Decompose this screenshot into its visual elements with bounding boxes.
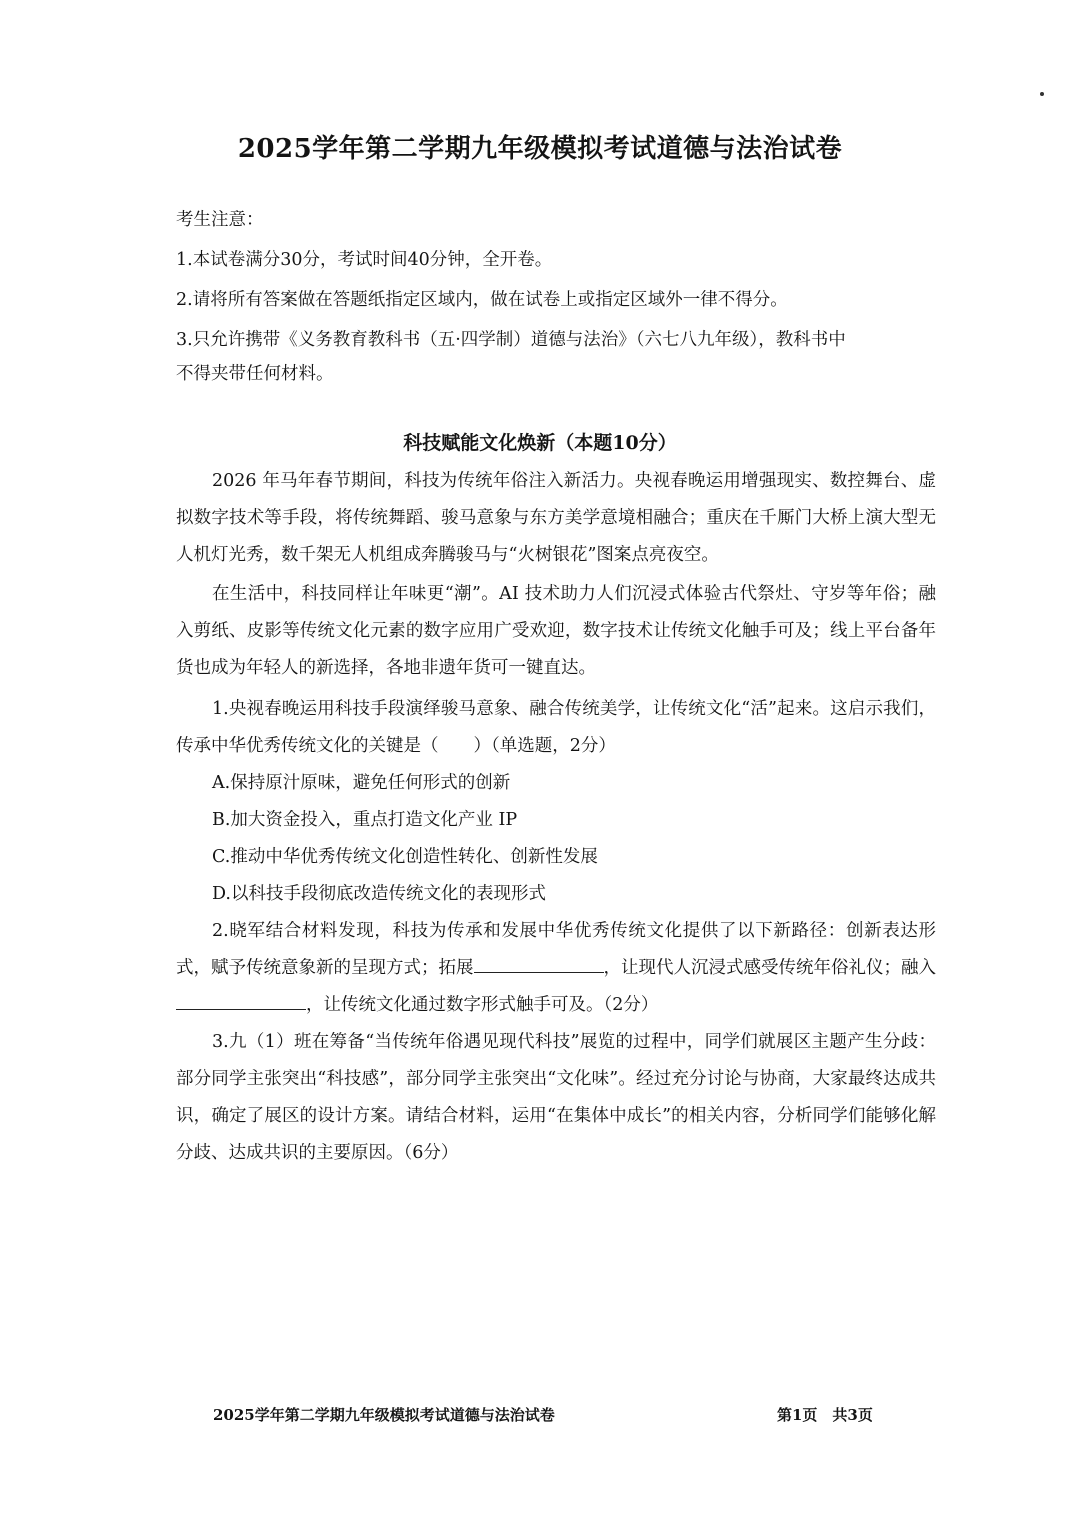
question-2-part-1: 2.晓军结合材料发现，科技为传承和发展中华优秀传统文化提供了以下新路径：创新表达形式，赋予传统意象新的呈现方式；拓展	[176, 921, 936, 978]
question-1-option-d: D.以科技手段彻底改造传统文化的表现形式	[212, 884, 546, 904]
question-1-option-c: C.推动中华优秀传统文化创造性转化、创新性发展	[212, 847, 598, 867]
answer-blank-2[interactable]	[176, 993, 306, 1010]
notice-heading: 考生注意：	[176, 210, 264, 230]
question-2-part-3: ，让传统文化通过数字形式触手可及。（2分）	[306, 995, 659, 1015]
question-1-option-b: B.加大资金投入，重点打造文化产业 IP	[212, 810, 518, 830]
material-paragraph-1: 2026 年马年春节期间，科技为传统年俗注入新活力。央视春晚运用增强现实、数控舞台、虚拟数字技术等手段，将传统舞蹈、骏马意象与东方美学意境相融合；重庆在千厮门大桥上演大型无人机灯光秀，数千架无人机组成奔腾骏马与“火树银花”图案点亮夜空。	[176, 471, 936, 565]
notice-item-1: 1.本试卷满分30分，考试时间40分钟，全开卷。	[176, 250, 553, 270]
section-title: 科技赋能文化焕新（本题10分）	[403, 432, 677, 454]
question-2-part-2: ，让现代人沉浸式感受传统年俗礼仪；融入	[603, 958, 936, 978]
material-paragraph-2: 在生活中，科技同样让年味更“潮”。AI 技术助力人们沉浸式体验古代祭灶、守岁等年俗；融入剪纸、皮影等传统文化元素的数字应用广受欢迎，数字技术让传统文化触手可及；线上平台备年货也成为年轻人的新选择，各地非遗年货可一键直达。	[176, 584, 936, 678]
question-3-stem: 3.九（1）班在筹备“当传统年俗遇见现代科技”展览的过程中，同学们就展区主题产生分歧：部分同学主张突出“科技感”，部分同学主张突出“文化味”。经过充分讨论与协商，大家最终达成共识，确定了展区的设计方案。请结合材料，运用“在集体中成长”的相关内容，分析同学们能够化解分歧、达成共识的主要原因。（6分）	[176, 1032, 936, 1163]
question-1-option-a: A.保持原汁原味，避免任何形式的创新	[212, 773, 511, 793]
footer-title: 2025学年第二学期九年级模拟考试道德与法治试卷	[213, 1406, 555, 1424]
page-title: 2025学年第二学期九年级模拟考试道德与法治试卷	[237, 134, 843, 164]
answer-blank-1[interactable]	[474, 956, 604, 973]
notice-block	[176, 200, 946, 394]
notice-item-2: 2.请将所有答案做在答题纸指定区域内，做在试卷上或指定区域外一律不得分。	[176, 290, 788, 310]
question-1-stem: 1.央视春晚运用科技手段演绎骏马意象、融合传统美学，让传统文化“活”起来。这启示我们，传承中华优秀传统文化的关键是（ ）（单选题，2分）	[176, 699, 936, 756]
section-body	[176, 463, 936, 1172]
notice-item-3: 3.只允许携带《义务教育教科书（五·四学制）道德与法治》（六七八九年级），教科书中	[176, 330, 846, 350]
question-2	[176, 913, 936, 1024]
scan-speck	[1040, 92, 1044, 96]
footer-page-number: 第1页 共3页	[777, 1406, 873, 1424]
notice-item-3-cont: 不得夹带任何材料。	[176, 364, 334, 384]
